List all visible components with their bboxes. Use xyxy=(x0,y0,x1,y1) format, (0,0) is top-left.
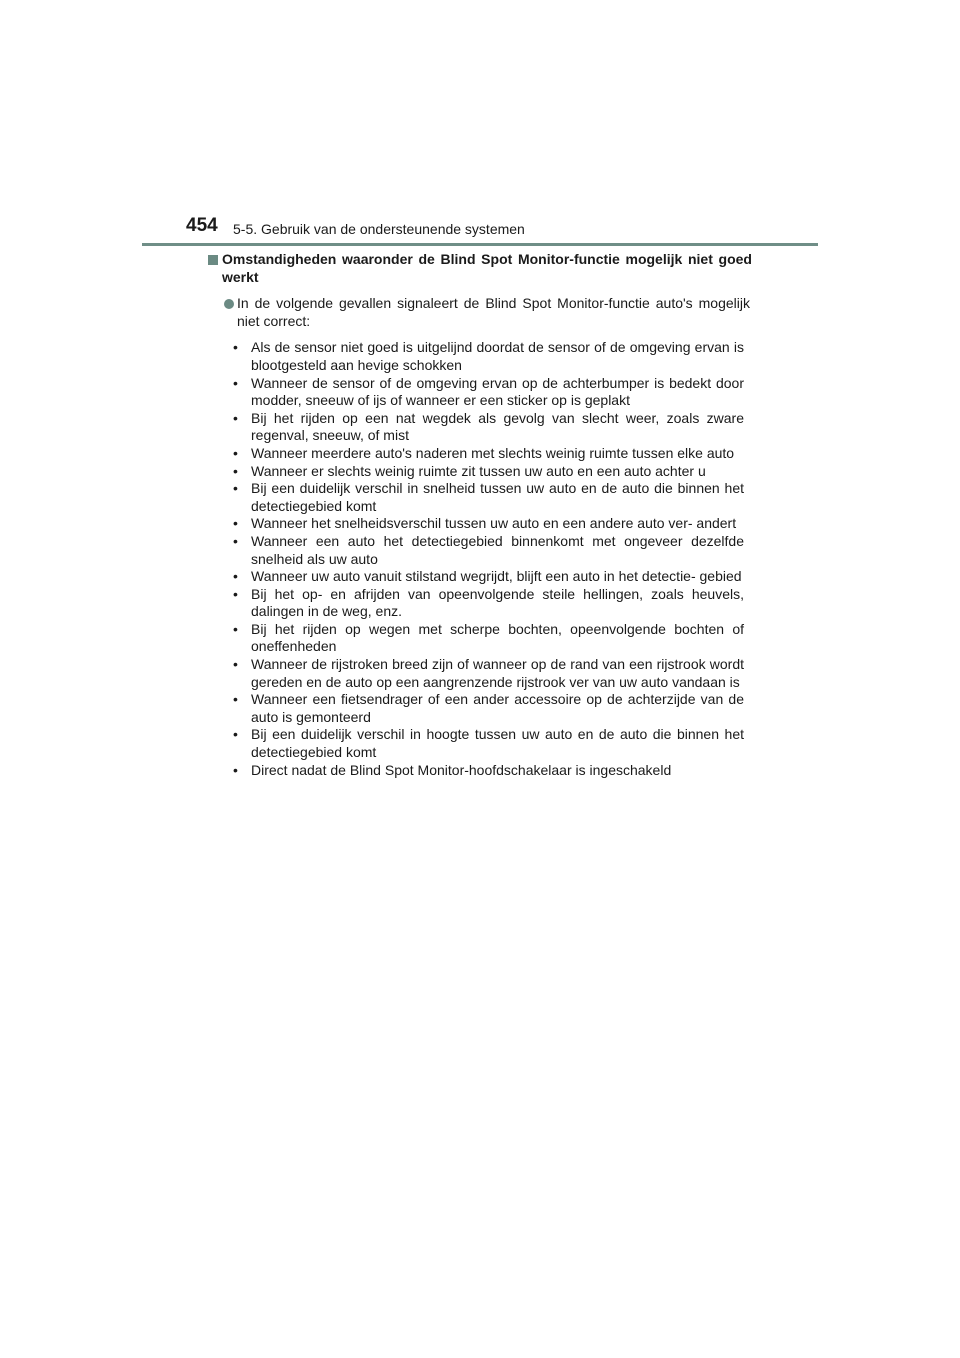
bullet-dot-icon: • xyxy=(233,532,238,549)
list-item-text: Bij een duidelijk verschil in hoogte tussen uw auto en de auto die binnen het detectiegebied komt xyxy=(251,726,744,761)
bullet-dot-icon: • xyxy=(233,568,238,585)
bullet-dot-icon: • xyxy=(233,462,238,479)
list-item xyxy=(206,726,752,761)
bullet-dot-icon: • xyxy=(233,444,238,461)
subsection-heading-text: Omstandigheden waaronder de Blind Spot Monitor-functie mogelijk niet goed werkt xyxy=(222,251,752,285)
list-item-text: Bij een duidelijk verschil in snelheid tussen uw auto en de auto die binnen het detectiegebied komt xyxy=(251,480,744,514)
bullet-dot-icon: • xyxy=(233,480,238,497)
list-item xyxy=(206,480,752,515)
list-item-text: Wanneer uw auto vanuit stilstand wegrijdt, blijft een auto in het detectie- gebied xyxy=(251,568,742,585)
intro-paragraph xyxy=(206,295,752,330)
bullet-dot-icon: • xyxy=(233,585,238,602)
list-item xyxy=(206,375,752,410)
page-number: 454 xyxy=(186,215,218,236)
bullet-dot-icon: • xyxy=(233,691,238,708)
page-content xyxy=(206,251,752,779)
square-bullet-icon xyxy=(208,255,218,265)
list-item xyxy=(206,410,752,445)
bullet-dot-icon: • xyxy=(233,620,238,637)
section-title: 5-5. Gebruik van de ondersteunende systemen xyxy=(233,221,525,237)
list-item xyxy=(206,463,752,481)
list-item-text: Als de sensor niet goed is uitgelijnd doordat de sensor of de omgeving ervan is blootgesteld aan hevige schokken xyxy=(251,339,744,373)
condition-list xyxy=(206,339,752,779)
bullet-dot-icon: • xyxy=(233,374,238,391)
bullet-dot-icon: • xyxy=(233,726,238,743)
list-item-text: Bij het rijden op wegen met scherpe bochten, opeenvolgende bochten of oneffenheden xyxy=(251,620,744,655)
circle-bullet-icon xyxy=(224,299,234,309)
intro-text: In de volgende gevallen signaleert de Blind Spot Monitor-functie auto's mogelijk niet correct: xyxy=(237,295,750,329)
list-item xyxy=(206,762,752,780)
list-item-text: Wanneer het snelheidsverschil tussen uw auto en een andere auto ver- andert xyxy=(251,515,737,532)
subsection-heading xyxy=(206,251,752,286)
list-item xyxy=(206,568,752,586)
list-item xyxy=(206,445,752,463)
bullet-dot-icon: • xyxy=(233,515,238,532)
list-item xyxy=(206,656,752,691)
list-item xyxy=(206,586,752,621)
list-item xyxy=(206,691,752,726)
bullet-dot-icon: • xyxy=(233,656,238,673)
list-item-text: Direct nadat de Blind Spot Monitor-hoofdschakelaar is ingeschakeld xyxy=(251,761,672,778)
list-item-text: Wanneer de rijstroken breed zijn of wanneer op de rand van een rijstrook wordt gereden en de auto op een aangrenzende rijstrook ver van uw auto vandaan is xyxy=(251,656,744,690)
list-item-text: Wanneer meerdere auto's naderen met slechts weinig ruimte tussen elke auto xyxy=(251,444,735,461)
list-item-text: Bij het op- en afrijden van opeenvolgende steile hellingen, zoals heuvels, dalingen in de weg, enz. xyxy=(251,585,744,620)
list-item xyxy=(206,621,752,656)
bullet-dot-icon: • xyxy=(233,761,238,778)
bullet-dot-icon: • xyxy=(233,339,238,356)
list-item xyxy=(206,339,752,374)
list-item xyxy=(206,515,752,533)
list-item-text: Wanneer een fietsendrager of een ander accessoire op de achterzijde van de auto is gemonteerd xyxy=(251,691,744,725)
list-item-text: Bij het rijden op een nat wegdek als gevolg van slecht weer, zoals zware regenval, sneeuw, of mist xyxy=(251,409,744,444)
header-divider xyxy=(142,243,818,246)
list-item-text: Wanneer de sensor of de omgeving ervan op de achterbumper is bedekt door modder, sneeuw of ijs of wanneer er een sticker op is geplakt xyxy=(251,374,744,409)
list-item-text: Wanneer er slechts weinig ruimte zit tussen uw auto en een auto achter u xyxy=(251,462,706,479)
bullet-dot-icon: • xyxy=(233,409,238,426)
list-item xyxy=(206,533,752,568)
list-item-text: Wanneer een auto het detectiegebied binnenkomt met ongeveer dezelfde snelheid als uw auto xyxy=(251,532,744,567)
